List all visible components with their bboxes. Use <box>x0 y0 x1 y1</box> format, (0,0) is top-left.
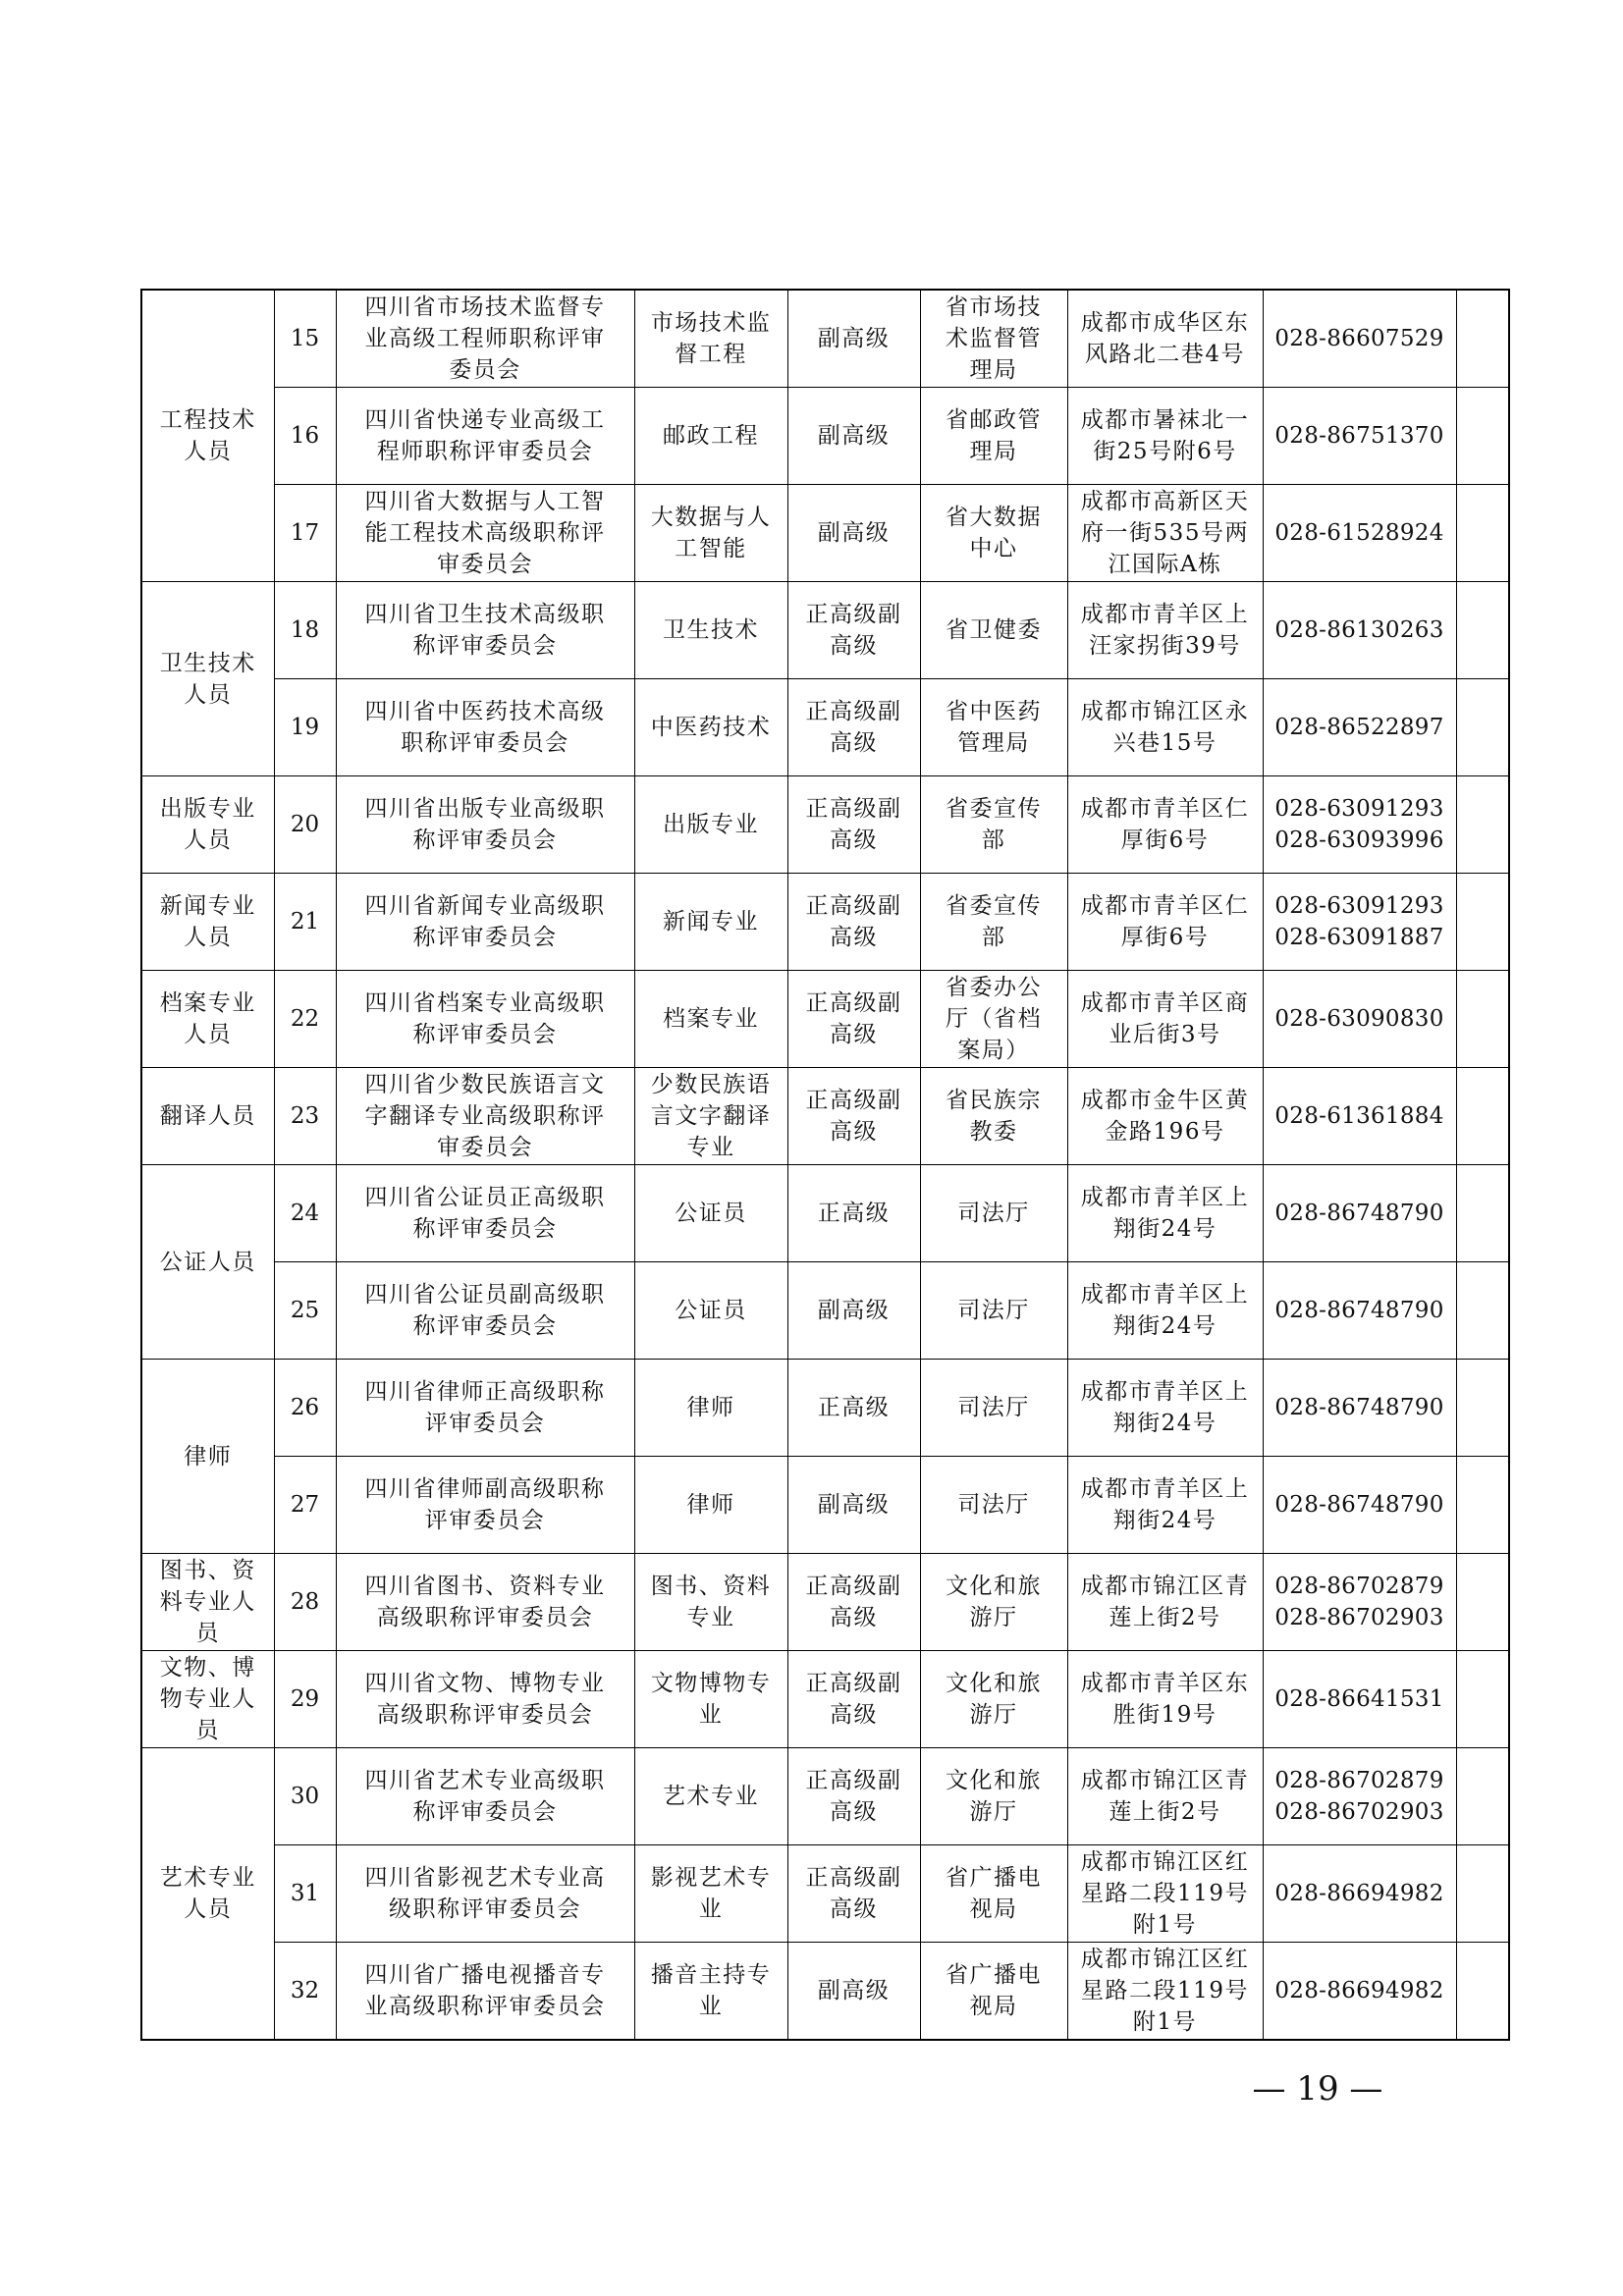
department-cell: 省中医药管理局 <box>920 679 1067 776</box>
address-cell: 成都市青羊区上汪家拐街39号 <box>1067 582 1263 679</box>
phone-number: 028-61528924 <box>1274 520 1444 546</box>
table-row <box>141 1068 1509 1165</box>
specialty-cell: 出版专业 <box>634 776 787 874</box>
committee-name-cell: 四川省艺术专业高级职称评审委员会 <box>336 1748 634 1845</box>
remark-cell <box>1456 290 1509 388</box>
phone-cell <box>1263 971 1456 1068</box>
phone-number: 028-86522897 <box>1274 715 1444 740</box>
level-cell: 正高级副高级 <box>787 1554 920 1651</box>
address-cell: 成都市锦江区青莲上街2号 <box>1067 1554 1263 1651</box>
department-cell: 文化和旅游厅 <box>920 1748 1067 1845</box>
committee-name-cell: 四川省影视艺术专业高级职称评审委员会 <box>336 1845 634 1943</box>
specialty-cell: 大数据与人工智能 <box>634 485 787 582</box>
committee-name-cell: 四川省广播电视播音专业高级职称评审委员会 <box>336 1943 634 2041</box>
phone-number: 028-86694982 <box>1274 1881 1444 1906</box>
remark-cell <box>1456 1262 1509 1360</box>
level-cell: 副高级 <box>787 1262 920 1360</box>
table-row <box>141 1165 1509 1262</box>
level-cell: 正高级副高级 <box>787 1651 920 1748</box>
address-cell: 成都市青羊区东胜街19号 <box>1067 1651 1263 1748</box>
page-number: — 19 — <box>1252 2069 1383 2109</box>
phone-number: 028-86694982 <box>1274 1978 1444 2003</box>
address-cell: 成都市成华区东风路北二巷4号 <box>1067 290 1263 388</box>
specialty-cell: 少数民族语言文字翻译专业 <box>634 1068 787 1165</box>
specialty-cell: 公证员 <box>634 1165 787 1262</box>
level-cell: 副高级 <box>787 485 920 582</box>
address-cell: 成都市高新区天府一街535号两江国际A栋 <box>1067 485 1263 582</box>
committee-name-cell: 四川省图书、资料专业高级职称评审委员会 <box>336 1554 634 1651</box>
phone-number: 028-63091887 <box>1274 925 1444 950</box>
specialty-cell: 律师 <box>634 1457 787 1554</box>
level-cell: 正高级副高级 <box>787 679 920 776</box>
phone-cell <box>1263 290 1456 388</box>
level-cell: 正高级 <box>787 1165 920 1262</box>
category-cell: 档案专业人员 <box>141 971 274 1068</box>
specialty-cell: 市场技术监督工程 <box>634 290 787 388</box>
row-number-cell: 27 <box>274 1457 336 1554</box>
category-cell: 工程技术人员 <box>141 290 274 582</box>
committee-name-cell: 四川省律师副高级职称评审委员会 <box>336 1457 634 1554</box>
category-cell: 翻译人员 <box>141 1068 274 1165</box>
row-number-cell: 24 <box>274 1165 336 1262</box>
phone-number: 028-86748790 <box>1274 1298 1444 1323</box>
level-cell: 正高级副高级 <box>787 1748 920 1845</box>
department-cell: 省民族宗教委 <box>920 1068 1067 1165</box>
row-number-cell: 23 <box>274 1068 336 1165</box>
row-number-cell: 21 <box>274 874 336 971</box>
level-cell: 副高级 <box>787 388 920 485</box>
address-cell: 成都市青羊区仁厚街6号 <box>1067 874 1263 971</box>
level-cell: 副高级 <box>787 290 920 388</box>
table-body <box>141 290 1509 2040</box>
remark-cell <box>1456 1457 1509 1554</box>
committee-name-cell: 四川省律师正高级职称评审委员会 <box>336 1360 634 1457</box>
level-cell: 副高级 <box>787 1457 920 1554</box>
remark-cell <box>1456 1651 1509 1748</box>
phone-cell <box>1263 1068 1456 1165</box>
address-cell: 成都市青羊区仁厚街6号 <box>1067 776 1263 874</box>
specialty-cell: 图书、资料专业 <box>634 1554 787 1651</box>
remark-cell <box>1456 1748 1509 1845</box>
department-cell: 省卫健委 <box>920 582 1067 679</box>
committee-name-cell: 四川省档案专业高级职称评审委员会 <box>336 971 634 1068</box>
phone-cell <box>1263 1651 1456 1748</box>
department-cell: 省委宣传部 <box>920 776 1067 874</box>
department-cell: 省广播电视局 <box>920 1943 1067 2041</box>
row-number-cell: 25 <box>274 1262 336 1360</box>
address-cell: 成都市锦江区红星路二段119号附1号 <box>1067 1845 1263 1943</box>
phone-number: 028-86751370 <box>1274 423 1444 449</box>
row-number-cell: 29 <box>274 1651 336 1748</box>
category-cell: 卫生技术人员 <box>141 582 274 776</box>
row-number-cell: 18 <box>274 582 336 679</box>
specialty-cell: 邮政工程 <box>634 388 787 485</box>
phone-number: 028-86748790 <box>1274 1395 1444 1420</box>
row-number-cell: 31 <box>274 1845 336 1943</box>
committee-name-cell: 四川省快递专业高级工程师职称评审委员会 <box>336 388 634 485</box>
address-cell: 成都市暑袜北一街25号附6号 <box>1067 388 1263 485</box>
row-number-cell: 15 <box>274 290 336 388</box>
table-row <box>141 1943 1509 2041</box>
evaluation-committee-table <box>140 289 1510 2041</box>
department-cell: 省市场技术监督管理局 <box>920 290 1067 388</box>
specialty-cell: 新闻专业 <box>634 874 787 971</box>
row-number-cell: 20 <box>274 776 336 874</box>
row-number-cell: 28 <box>274 1554 336 1651</box>
table-row <box>141 290 1509 388</box>
phone-number: 028-86702903 <box>1274 1605 1444 1630</box>
specialty-cell: 中医药技术 <box>634 679 787 776</box>
table-row <box>141 1262 1509 1360</box>
phone-cell <box>1263 1748 1456 1845</box>
category-cell: 公证人员 <box>141 1165 274 1360</box>
phone-cell <box>1263 874 1456 971</box>
phone-number: 028-63091293 <box>1274 796 1444 822</box>
level-cell: 副高级 <box>787 1943 920 2041</box>
remark-cell <box>1456 1943 1509 2041</box>
table-row <box>141 1457 1509 1554</box>
remark-cell <box>1456 776 1509 874</box>
specialty-cell: 影视艺术专业 <box>634 1845 787 1943</box>
category-cell: 文物、博物专业人员 <box>141 1651 274 1748</box>
remark-cell <box>1456 485 1509 582</box>
row-number-cell: 26 <box>274 1360 336 1457</box>
level-cell: 正高级副高级 <box>787 1845 920 1943</box>
level-cell: 正高级 <box>787 1360 920 1457</box>
department-cell: 文化和旅游厅 <box>920 1651 1067 1748</box>
department-cell: 省大数据中心 <box>920 485 1067 582</box>
remark-cell <box>1456 874 1509 971</box>
department-cell: 司法厅 <box>920 1360 1067 1457</box>
remark-cell <box>1456 388 1509 485</box>
phone-cell <box>1263 1943 1456 2041</box>
level-cell: 正高级副高级 <box>787 971 920 1068</box>
phone-number: 028-86748790 <box>1274 1201 1444 1226</box>
remark-cell <box>1456 971 1509 1068</box>
address-cell: 成都市青羊区上翔街24号 <box>1067 1457 1263 1554</box>
row-number-cell: 17 <box>274 485 336 582</box>
phone-cell <box>1263 582 1456 679</box>
table-row <box>141 485 1509 582</box>
phone-cell <box>1263 776 1456 874</box>
address-cell: 成都市青羊区上翔街24号 <box>1067 1165 1263 1262</box>
remark-cell <box>1456 1554 1509 1651</box>
department-cell: 省委办公厅（省档案局） <box>920 971 1067 1068</box>
specialty-cell: 卫生技术 <box>634 582 787 679</box>
phone-number: 028-86130263 <box>1274 617 1444 643</box>
phone-cell <box>1263 1457 1456 1554</box>
address-cell: 成都市青羊区上翔街24号 <box>1067 1262 1263 1360</box>
phone-cell <box>1263 485 1456 582</box>
row-number-cell: 32 <box>274 1943 336 2041</box>
phone-cell <box>1263 1360 1456 1457</box>
table-row <box>141 776 1509 874</box>
level-cell: 正高级副高级 <box>787 776 920 874</box>
address-cell: 成都市锦江区青莲上街2号 <box>1067 1748 1263 1845</box>
phone-cell <box>1263 1165 1456 1262</box>
table-row <box>141 1845 1509 1943</box>
category-cell: 艺术专业人员 <box>141 1748 274 2041</box>
phone-cell <box>1263 1845 1456 1943</box>
table-row <box>141 1748 1509 1845</box>
committee-name-cell: 四川省大数据与人工智能工程技术高级职称评审委员会 <box>336 485 634 582</box>
table-row <box>141 874 1509 971</box>
address-cell: 成都市青羊区上翔街24号 <box>1067 1360 1263 1457</box>
specialty-cell: 文物博物专业 <box>634 1651 787 1748</box>
address-cell: 成都市金牛区黄金路196号 <box>1067 1068 1263 1165</box>
committee-name-cell: 四川省文物、博物专业高级职称评审委员会 <box>336 1651 634 1748</box>
specialty-cell: 公证员 <box>634 1262 787 1360</box>
department-cell: 省广播电视局 <box>920 1845 1067 1943</box>
table-row <box>141 388 1509 485</box>
phone-number: 028-63090830 <box>1274 1006 1444 1032</box>
committee-name-cell: 四川省公证员副高级职称评审委员会 <box>336 1262 634 1360</box>
phone-number: 028-86748790 <box>1274 1492 1444 1518</box>
remark-cell <box>1456 679 1509 776</box>
remark-cell <box>1456 1360 1509 1457</box>
committee-name-cell: 四川省出版专业高级职称评审委员会 <box>336 776 634 874</box>
remark-cell <box>1456 1068 1509 1165</box>
phone-number: 028-86641531 <box>1274 1686 1444 1712</box>
row-number-cell: 30 <box>274 1748 336 1845</box>
address-cell: 成都市锦江区永兴巷15号 <box>1067 679 1263 776</box>
row-number-cell: 22 <box>274 971 336 1068</box>
remark-cell <box>1456 582 1509 679</box>
phone-cell <box>1263 1554 1456 1651</box>
specialty-cell: 播音主持专业 <box>634 1943 787 2041</box>
phone-number: 028-86702879 <box>1274 1574 1444 1599</box>
specialty-cell: 艺术专业 <box>634 1748 787 1845</box>
level-cell: 正高级副高级 <box>787 582 920 679</box>
phone-cell <box>1263 679 1456 776</box>
committee-name-cell: 四川省新闻专业高级职称评审委员会 <box>336 874 634 971</box>
committee-name-cell: 四川省公证员正高级职称评审委员会 <box>336 1165 634 1262</box>
department-cell: 文化和旅游厅 <box>920 1554 1067 1651</box>
level-cell: 正高级副高级 <box>787 1068 920 1165</box>
level-cell: 正高级副高级 <box>787 874 920 971</box>
department-cell: 司法厅 <box>920 1262 1067 1360</box>
table-row <box>141 1360 1509 1457</box>
department-cell: 省邮政管理局 <box>920 388 1067 485</box>
category-cell: 新闻专业人员 <box>141 874 274 971</box>
committee-name-cell: 四川省卫生技术高级职称评审委员会 <box>336 582 634 679</box>
phone-cell <box>1263 388 1456 485</box>
department-cell: 司法厅 <box>920 1457 1067 1554</box>
phone-number: 028-63093996 <box>1274 828 1444 853</box>
table-row <box>141 1651 1509 1748</box>
specialty-cell: 档案专业 <box>634 971 787 1068</box>
row-number-cell: 16 <box>274 388 336 485</box>
phone-number: 028-86702903 <box>1274 1799 1444 1825</box>
department-cell: 司法厅 <box>920 1165 1067 1262</box>
phone-number: 028-86607529 <box>1274 326 1444 351</box>
phone-cell <box>1263 1262 1456 1360</box>
phone-number: 028-63091293 <box>1274 893 1444 919</box>
department-cell: 省委宣传部 <box>920 874 1067 971</box>
remark-cell <box>1456 1165 1509 1262</box>
category-cell: 律师 <box>141 1360 274 1554</box>
remark-cell <box>1456 1845 1509 1943</box>
phone-number: 028-86702879 <box>1274 1768 1444 1793</box>
committee-name-cell: 四川省市场技术监督专业高级工程师职称评审委员会 <box>336 290 634 388</box>
category-cell: 图书、资料专业人员 <box>141 1554 274 1651</box>
committee-name-cell: 四川省中医药技术高级职称评审委员会 <box>336 679 634 776</box>
specialty-cell: 律师 <box>634 1360 787 1457</box>
table-row <box>141 679 1509 776</box>
address-cell: 成都市青羊区商业后街3号 <box>1067 971 1263 1068</box>
table-row <box>141 1554 1509 1651</box>
category-cell: 出版专业人员 <box>141 776 274 874</box>
committee-name-cell: 四川省少数民族语言文字翻译专业高级职称评审委员会 <box>336 1068 634 1165</box>
table-row <box>141 582 1509 679</box>
address-cell: 成都市锦江区红星路二段119号附1号 <box>1067 1943 1263 2041</box>
phone-number: 028-61361884 <box>1274 1103 1444 1129</box>
table-row <box>141 971 1509 1068</box>
row-number-cell: 19 <box>274 679 336 776</box>
